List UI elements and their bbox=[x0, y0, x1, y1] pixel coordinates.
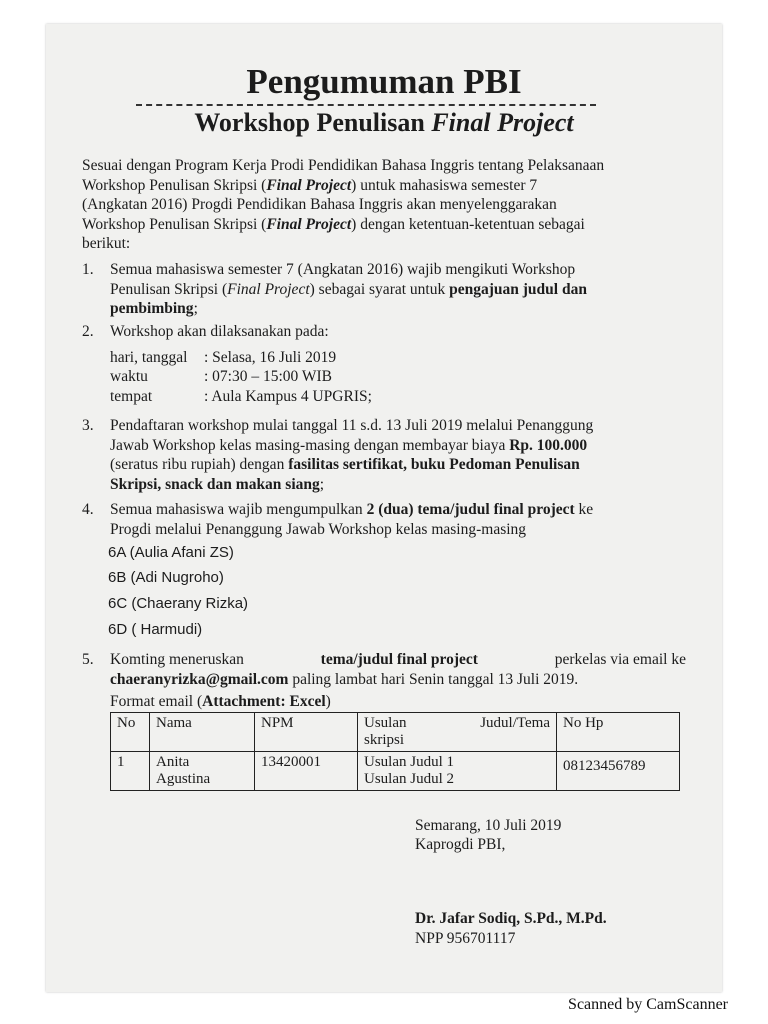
schedule-value: : Aula Kampus 4 UPGRIS; bbox=[204, 387, 372, 405]
text: ; bbox=[193, 300, 198, 317]
text: ke bbox=[574, 501, 594, 518]
table-header-row bbox=[111, 713, 680, 752]
item-number: 5. bbox=[82, 651, 94, 668]
text: Usulan Judul 1 bbox=[364, 754, 454, 770]
item-line: Progdi melalui Penanggung Jawab Workshop kelas masing-masing bbox=[110, 520, 527, 538]
item-line: Workshop akan dilaksanakan pada: bbox=[110, 323, 329, 340]
cell bbox=[358, 752, 557, 791]
class-item: 6C (Chaerany Rizka) bbox=[108, 595, 249, 612]
item-line bbox=[110, 670, 686, 690]
email-format-label bbox=[110, 692, 331, 712]
text: Semua mahasiswa wajib mengumpulkan bbox=[110, 501, 367, 518]
header-cell: No Hp bbox=[557, 713, 680, 752]
italic-term: Final Project bbox=[266, 215, 352, 233]
text: Anita bbox=[156, 754, 190, 770]
text: ) untuk mahasiswa semester 7 bbox=[351, 176, 538, 194]
signature-name: Dr. Jafar Sodiq, S.Pd., M.Pd. bbox=[415, 910, 607, 927]
text: Agustina bbox=[156, 771, 211, 787]
schedule-key: tempat bbox=[110, 387, 153, 405]
schedule-value: : Selasa, 16 Juli 2019 bbox=[204, 348, 337, 366]
class-item: 6D ( Harmudi) bbox=[108, 621, 203, 638]
item-2 bbox=[110, 322, 686, 406]
italic-term: Final Project bbox=[266, 176, 352, 194]
email-format-table bbox=[110, 712, 680, 791]
text: Komting meneruskan bbox=[110, 651, 244, 668]
bold-text: pengajuan judul dan bbox=[449, 280, 587, 298]
item-line: Semua mahasiswa semester 7 (Angkatan 2016) wajib mengikuti Workshop bbox=[110, 261, 576, 278]
schedule-time bbox=[110, 367, 686, 387]
item-line bbox=[110, 500, 686, 520]
bold-text: Attachment: Excel bbox=[202, 693, 326, 710]
cell: 08123456789 bbox=[557, 752, 680, 791]
schedule-value: : 07:30 – 15:00 WIB bbox=[204, 368, 333, 385]
item-3 bbox=[110, 416, 686, 494]
header-cell: No bbox=[111, 713, 150, 752]
schedule-place bbox=[110, 387, 686, 407]
item-5 bbox=[110, 650, 686, 689]
item-number: 2. bbox=[82, 323, 94, 340]
header-cell: NPM bbox=[255, 713, 358, 752]
intro-line: Sesuai dengan Program Kerja Prodi Pendidikan Bahasa Inggris tentang Pelaksanaan bbox=[82, 157, 605, 174]
text: ) sebagai syarat untuk bbox=[309, 280, 450, 298]
class-item: 6B (Adi Nugroho) bbox=[108, 569, 224, 586]
subtitle-text: Workshop Penulisan bbox=[194, 108, 432, 137]
intro-paragraph bbox=[82, 156, 686, 254]
page-title: Pengumuman PBI bbox=[246, 62, 522, 101]
bold-text: Rp. 100.000 bbox=[509, 436, 588, 454]
schedule-key: waktu bbox=[110, 368, 148, 385]
text: Penulisan Skripsi ( bbox=[110, 280, 228, 298]
text: ; bbox=[319, 475, 325, 493]
table-row bbox=[111, 752, 680, 791]
document-page bbox=[46, 24, 722, 992]
text: ) dengan ketentuan-ketentuan sebagai bbox=[351, 215, 585, 233]
item-number: 1. bbox=[82, 261, 94, 278]
text: skripsi bbox=[364, 732, 405, 748]
item-4 bbox=[110, 500, 686, 539]
item-line bbox=[110, 650, 686, 670]
bold-text: 2 (dua) tema/judul final project bbox=[366, 501, 575, 518]
text: Workshop Penulisan Skripsi ( bbox=[82, 215, 267, 233]
item-number: 4. bbox=[82, 501, 94, 518]
text: Judul/Tema bbox=[480, 715, 550, 731]
bold-text: tema/judul final project bbox=[320, 651, 478, 668]
item-number: 3. bbox=[82, 417, 94, 434]
text: Usulan Judul 2 bbox=[364, 771, 454, 787]
bold-text: Skripsi, snack dan makan siang bbox=[110, 475, 320, 493]
title-divider bbox=[136, 104, 596, 106]
intro-line: berikut: bbox=[82, 235, 131, 252]
text: Usulan bbox=[364, 715, 407, 731]
cell: 13420001 bbox=[255, 752, 358, 791]
text: (seratus ribu rupiah) dengan bbox=[110, 456, 289, 473]
text: perkelas via email ke bbox=[554, 651, 686, 668]
item-line bbox=[110, 455, 686, 475]
signature-place-date: Semarang, 10 Juli 2019 bbox=[415, 817, 562, 834]
scanner-watermark: Scanned by CamScanner bbox=[568, 996, 728, 1013]
text: Workshop Penulisan Skripsi ( bbox=[82, 176, 267, 194]
header-cell bbox=[358, 713, 557, 752]
item-line bbox=[110, 280, 686, 300]
text: paling lambat hari Senin tanggal 13 Juli 2019. bbox=[288, 670, 579, 688]
schedule-key: hari, tanggal bbox=[110, 348, 188, 366]
text: Jawab Workshop kelas masing-masing dengan membayar biaya bbox=[110, 436, 510, 454]
schedule-day bbox=[110, 348, 686, 368]
class-item: 6A (Aulia Afani ZS) bbox=[108, 544, 234, 561]
text: ) bbox=[325, 693, 331, 710]
header-cell: Nama bbox=[150, 713, 255, 752]
item-1 bbox=[110, 260, 686, 319]
item-line bbox=[110, 299, 686, 319]
signature-role: Kaprogdi PBI, bbox=[415, 836, 506, 853]
italic-term: Final Project bbox=[227, 280, 310, 298]
item-line bbox=[110, 436, 686, 456]
item-line: Pendaftaran workshop mulai tanggal 11 s.d. 13 Juli 2019 melalui Penanggung bbox=[110, 417, 594, 434]
bold-text: fasilitas sertifikat, buku Pedoman Penulisan bbox=[288, 456, 580, 473]
email-address: chaeranyrizka@gmail.com bbox=[110, 670, 289, 688]
cell bbox=[150, 752, 255, 791]
intro-line bbox=[82, 176, 686, 196]
bold-text: pembimbing bbox=[110, 300, 194, 317]
cell: 1 bbox=[111, 752, 150, 791]
page-subtitle bbox=[46, 108, 722, 138]
subtitle-italic: Final Project bbox=[431, 108, 574, 137]
text: Format email ( bbox=[110, 693, 203, 710]
intro-line bbox=[82, 215, 686, 235]
item-line bbox=[110, 475, 686, 495]
intro-line: (Angkatan 2016) Progdi Pendidikan Bahasa Inggris akan menyelenggarakan bbox=[82, 196, 557, 213]
signature-npp: NPP 956701117 bbox=[415, 930, 516, 947]
